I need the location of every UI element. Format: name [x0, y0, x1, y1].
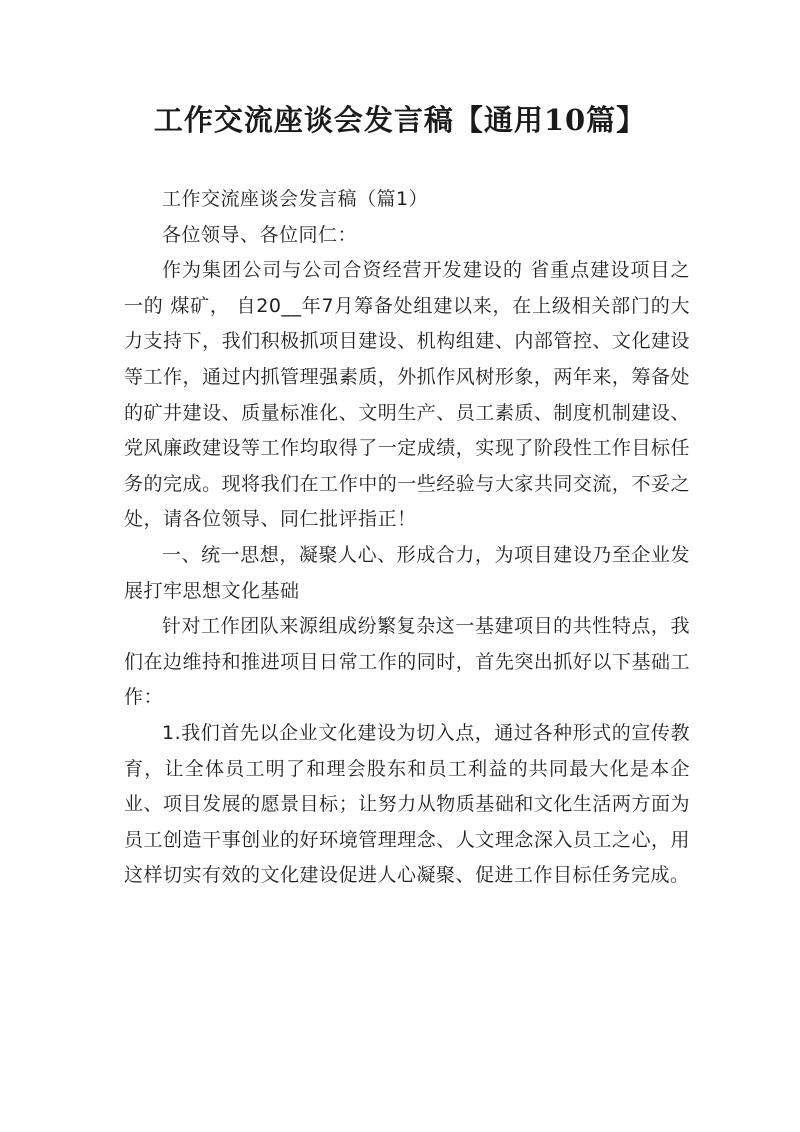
section-heading-1: 工作交流座谈会发言稿（篇1） — [162, 188, 429, 210]
document-body — [124, 182, 690, 894]
point-heading-1: 一、统一思想，凝聚人心、形成合力，为项目建设乃至企业发展打牢思想文化基础 — [124, 543, 690, 602]
salutation: 各位领导、各位同仁： — [162, 223, 358, 246]
intro-paragraph: 作为集团公司与公司合资经营开发建设的 省重点建设项目之一的 煤矿， 自20__年7月筹备处组建以来，在上级相关部门的大力支持下，我们积极抓项目建设、机构组建、内部管控、文化建设等工作，通过内抓管理强素质，外抓作风树形象，两年来，筹备处的矿井建设、质量标准化、文明生产、员工素质、制度机制建设、党风廉政建设等工作均取得了一定成绩，实现了阶段性工作目标任务的完成。现将我们在工作中的一些经验与大家共同交流，不妥之处，请各位领导、同仁批评指正！ — [124, 259, 690, 531]
document-title: 工作交流座谈会发言稿【通用10篇】 — [153, 103, 647, 137]
body-paragraph: 针对工作团队来源组成纷繁复杂这一基建项目的共性特点，我们在边维持和推进项目日常工作的同时，首先突出抓好以下基础工作： — [124, 615, 690, 709]
list-item-1: 1.我们首先以企业文化建设为切入点，通过各种形式的宣传教育，让全体员工明了和理会股东和员工利益的共同最大化是本企业、项目发展的愿景目标；让努力从物质基础和文化生活两方面为员工创造干事创业的好环境管理理念、人文理念深入员工之心，用这样切实有效的文化建设促进人心凝聚、促进工作目标任务完成。 — [124, 721, 690, 887]
